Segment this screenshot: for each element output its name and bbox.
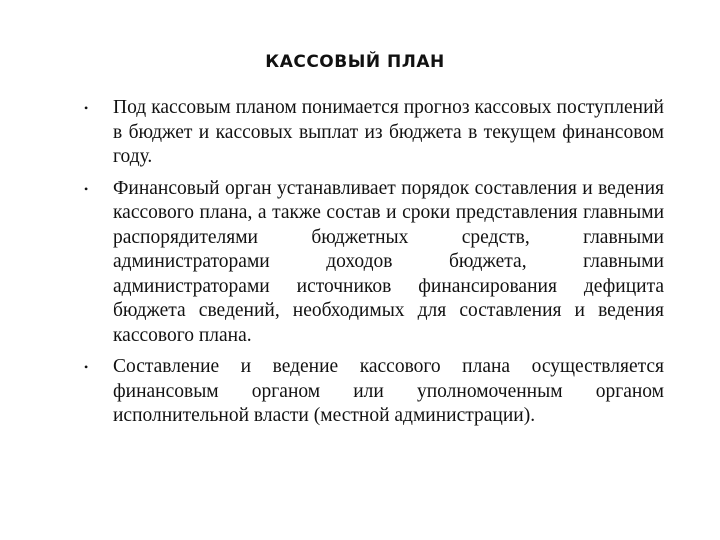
bullet-icon: • — [84, 101, 89, 115]
bullet-icon: • — [84, 360, 89, 374]
bullet-icon: • — [84, 181, 89, 196]
bullet-list — [84, 96, 664, 436]
list-item — [84, 96, 664, 170]
list-item-text: Составление и ведение кассового плана осуществляется финансовым органом или уполномоченным органом исполнительной власти (местной администрации). — [113, 356, 664, 426]
list-item — [84, 177, 664, 349]
list-item-text: Под кассовым планом понимается прогноз кассовых поступлений в бюджет и кассовых выплат из бюджета в текущем финансовом году. — [113, 97, 664, 167]
list-item-text: Финансовый орган устанавливает порядок составления и ведения кассового плана, а также состав и сроки представления главными распорядителями бюджетных средств, главными администраторами доходов бюджета, главными администраторами источников финансирования дефицита бюджета сведений, необходимых для составления и ведения кассового плана. — [113, 177, 664, 346]
list-item — [84, 355, 664, 429]
slide-title: КАССОВЫЙ ПЛАН — [265, 52, 445, 72]
